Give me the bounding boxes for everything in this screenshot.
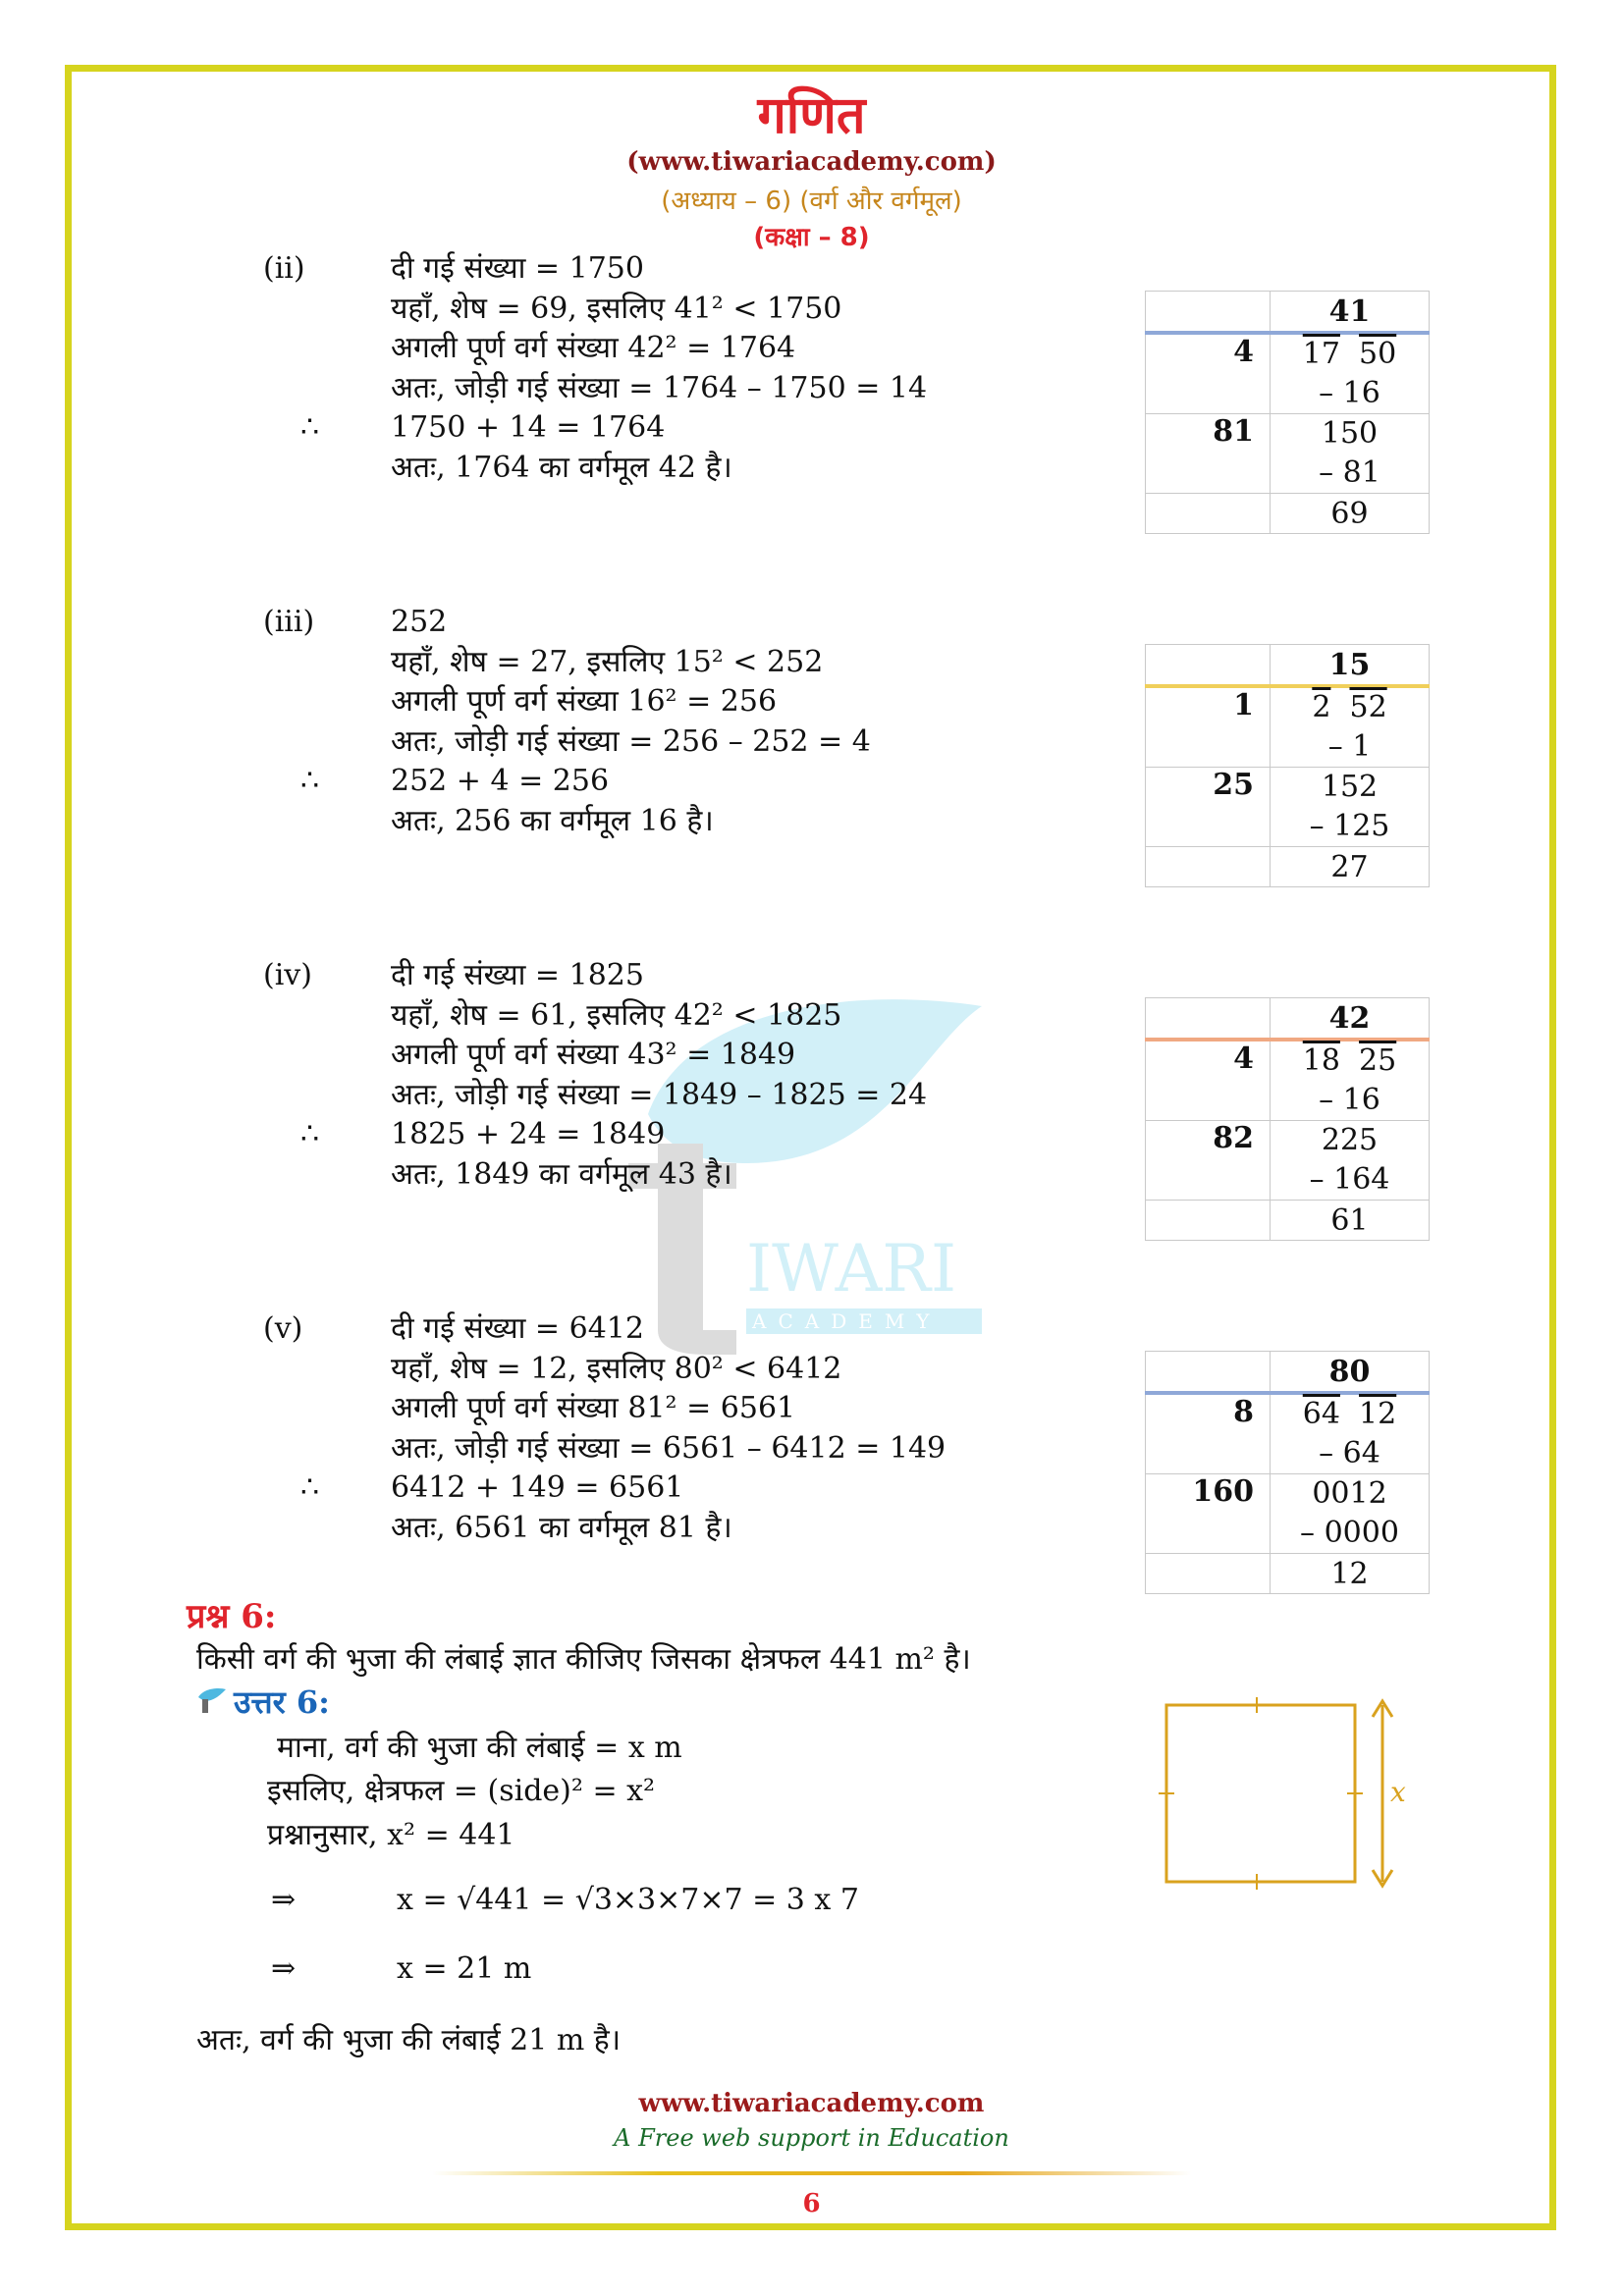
side-label: x — [1390, 1776, 1406, 1808]
subtraction: – 125 — [1309, 809, 1390, 843]
solution-line: दी गई संख्या = 6412 — [391, 1311, 644, 1346]
section-number: (iv) — [263, 958, 312, 992]
dividend: 225 — [1321, 1123, 1379, 1157]
subtraction: – 64 — [1319, 1436, 1380, 1470]
answer-line: इसलिए, क्षेत्रफल = (side)² = x² — [267, 1774, 656, 1808]
solution-line: दी गई संख्या = 1825 — [391, 958, 644, 992]
answer-line: प्रश्नानुसार, x² = 441 — [267, 1818, 515, 1852]
solution-line: अतः, जोड़ी गई संख्या = 1849 – 1825 = 24 — [391, 1077, 928, 1112]
solution-line: अतः, 1849 का वर्गमूल 43 है। — [391, 1156, 732, 1192]
question-text: किसी वर्ग की भुजा की लंबाई ज्ञात कीजिए जिसका क्षेत्रफल 441 m² है। — [196, 1642, 971, 1677]
digit-pair: 17 — [1302, 337, 1340, 371]
subtraction: – 16 — [1319, 1083, 1380, 1117]
digit-pair: 25 — [1359, 1043, 1397, 1078]
solution-line: अतः, 1764 का वर्गमूल 42 है। — [391, 450, 732, 485]
implies-symbol: ⇒ — [271, 1951, 297, 1986]
solution-step: x = √441 = √3×3×7×7 = 3 x 7 — [397, 1883, 859, 1917]
square-figure — [1149, 1693, 1414, 1899]
solution-line: दी गई संख्या = 1750 — [391, 251, 644, 286]
digit-pair: 52 — [1349, 690, 1387, 724]
solution-line: यहाँ, शेष = 12, इसलिए 80² < 6412 — [391, 1351, 842, 1386]
therefore-symbol: ∴ — [300, 1470, 320, 1505]
subtraction: – 164 — [1309, 1162, 1390, 1197]
solution-line: यहाँ, शेष = 69, इसलिए 41² < 1750 — [391, 291, 842, 326]
divisor: 4 — [1146, 1040, 1271, 1121]
solution-line: यहाँ, शेष = 61, इसलिए 42² < 1825 — [391, 997, 842, 1033]
page-title: गणित — [757, 86, 866, 145]
solution-line: अतः, जोड़ी गई संख्या = 256 – 252 = 4 — [391, 723, 871, 759]
digit-pair: 12 — [1359, 1397, 1397, 1431]
solution-line: 1825 + 24 = 1849 — [391, 1117, 666, 1151]
solution-line: अगली पूर्ण वर्ग संख्या 16² = 256 — [391, 684, 778, 719]
class-label: (कक्षा – 8) — [753, 223, 870, 252]
divisor: 81 — [1146, 414, 1271, 494]
therefore-symbol: ∴ — [300, 764, 320, 798]
section-number: (v) — [263, 1311, 303, 1346]
remainder: 61 — [1271, 1201, 1430, 1241]
therefore-symbol: ∴ — [300, 410, 320, 445]
digit-pair: 64 — [1302, 1397, 1340, 1431]
solution-line: अतः, जोड़ी गई संख्या = 6561 – 6412 = 149 — [391, 1430, 947, 1466]
header-site: (www.tiwariacademy.com) — [626, 147, 997, 177]
conclusion: अतः, वर्ग की भुजा की लंबाई 21 m है। — [196, 2023, 622, 2057]
solution-line: 6412 + 149 = 6561 — [391, 1470, 684, 1505]
divisor: 8 — [1146, 1393, 1271, 1474]
divisor: 25 — [1146, 768, 1271, 847]
page-number: 6 — [802, 2189, 821, 2218]
divisor: 4 — [1146, 333, 1271, 414]
chapter-label: (अध्याय – 6) (वर्ग और वर्गमूल) — [661, 187, 962, 216]
footer-tagline: A Free web support in Education — [614, 2124, 1009, 2152]
question-label: प्रश्न 6: — [187, 1597, 277, 1636]
watermark-text: IWARI — [746, 1231, 957, 1307]
therefore-symbol: ∴ — [300, 1117, 320, 1151]
division-table-v — [1145, 1351, 1430, 1594]
solution-line: अतः, जोड़ी गई संख्या = 1764 – 1750 = 14 — [391, 370, 928, 405]
quotient: 15 — [1271, 645, 1430, 687]
tiwari-logo-icon — [196, 1685, 228, 1715]
remainder: 27 — [1271, 847, 1430, 887]
subtraction: – 81 — [1319, 455, 1380, 490]
digit-pair: 50 — [1359, 337, 1397, 371]
implies-symbol: ⇒ — [271, 1883, 297, 1917]
solution-line: अतः, 256 का वर्गमूल 16 है। — [391, 803, 714, 838]
footer-divider — [432, 2171, 1191, 2175]
quotient: 41 — [1271, 292, 1430, 334]
division-table-ii — [1145, 291, 1430, 534]
remainder: 12 — [1271, 1554, 1430, 1594]
footer-site: www.tiwariacademy.com — [638, 2089, 985, 2118]
subtraction: – 16 — [1319, 376, 1380, 410]
division-table-iii — [1145, 644, 1430, 887]
solution-line: 1750 + 14 = 1764 — [391, 410, 666, 445]
division-table-iv — [1145, 997, 1430, 1241]
divisor: 160 — [1146, 1474, 1271, 1554]
subtraction: – 0000 — [1300, 1516, 1399, 1550]
digit-pair: 2 — [1312, 690, 1331, 724]
remainder: 69 — [1271, 494, 1430, 534]
watermark-subtext: ACADEMY — [752, 1309, 942, 1333]
section-number: (ii) — [263, 251, 305, 286]
digit-pair: 18 — [1302, 1043, 1340, 1078]
solution-line: अगली पूर्ण वर्ग संख्या 43² = 1849 — [391, 1038, 796, 1072]
subtraction: – 1 — [1327, 729, 1372, 764]
solution-line: अगली पूर्ण वर्ग संख्या 42² = 1764 — [391, 331, 796, 365]
dividend: 0012 — [1312, 1476, 1387, 1511]
answer-line: माना, वर्ग की भुजा की लंबाई = x m — [277, 1731, 682, 1765]
section-number: (iii) — [263, 605, 315, 639]
solution-line: अतः, 6561 का वर्गमूल 81 है। — [391, 1510, 732, 1545]
solution-line: अगली पूर्ण वर्ग संख्या 81² = 6561 — [391, 1391, 796, 1425]
quotient: 42 — [1271, 998, 1430, 1041]
answer-label: उत्तर 6: — [234, 1683, 330, 1721]
dividend: 150 — [1321, 416, 1379, 451]
divisor: 1 — [1146, 686, 1271, 768]
solution-line: यहाँ, शेष = 27, इसलिए 15² < 252 — [391, 644, 824, 679]
solution-line: 252 + 4 = 256 — [391, 764, 610, 798]
solution-step: x = 21 m — [397, 1951, 532, 1986]
dividend: 152 — [1321, 770, 1379, 804]
solution-line: 252 — [391, 605, 448, 639]
quotient: 80 — [1271, 1352, 1430, 1394]
divisor: 82 — [1146, 1121, 1271, 1201]
